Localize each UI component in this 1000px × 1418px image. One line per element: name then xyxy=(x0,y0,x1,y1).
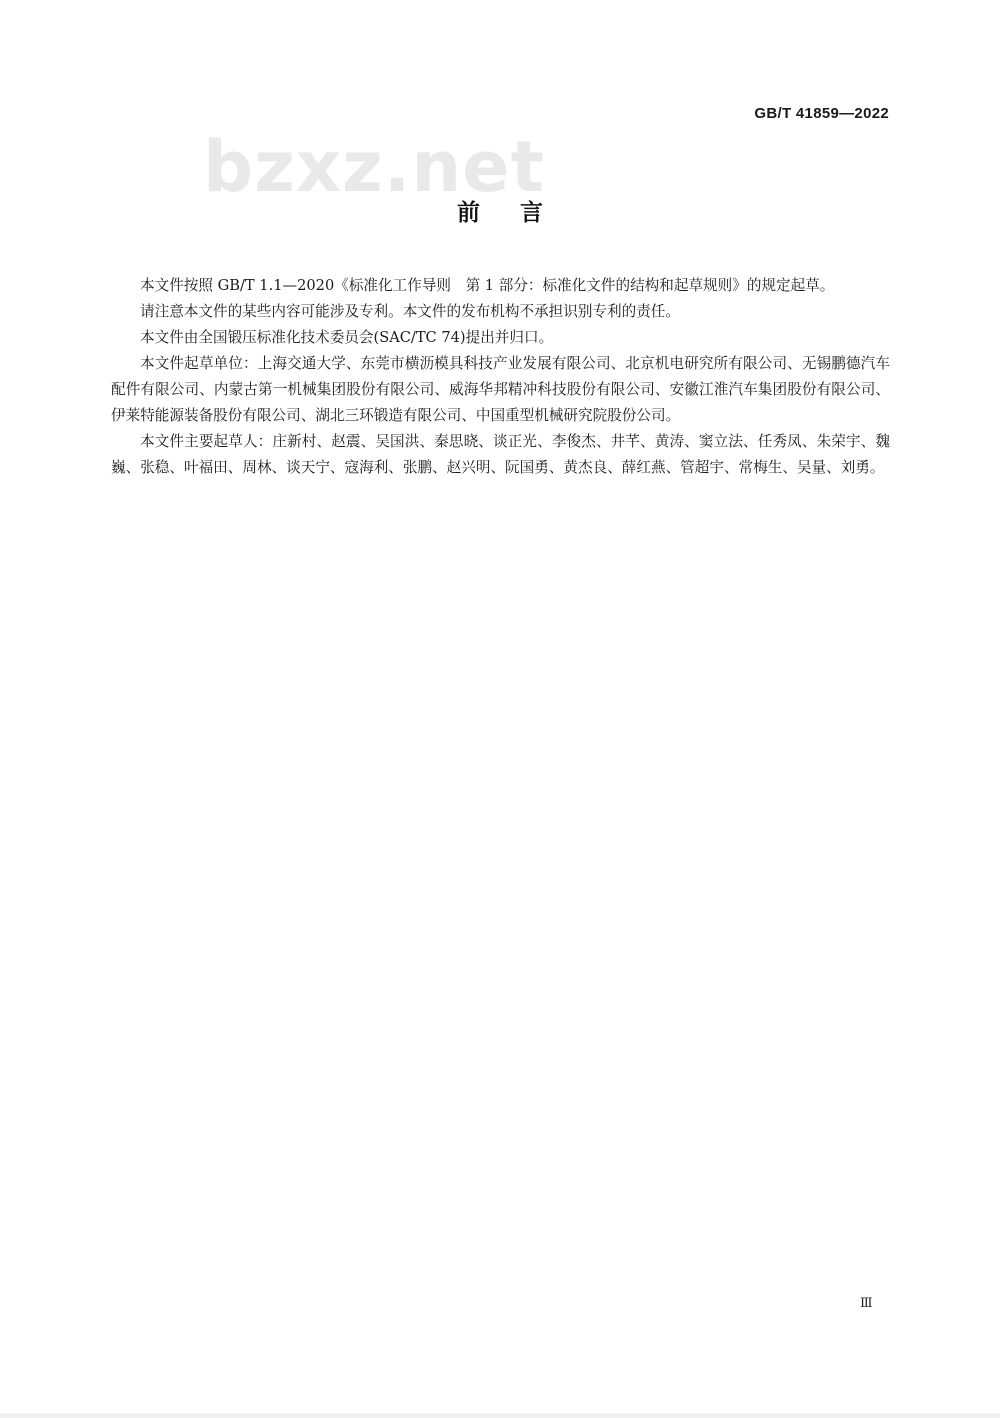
paragraph-drafters: 本文件主要起草人：庄新村、赵震、吴国洪、秦思晓、谈正光、李俊杰、井芊、黄涛、窦立法、任秀凤、朱荣宇、魏巍、张稳、叶福田、周林、谈天宁、寇海利、张鹏、赵兴明、阮国勇、黄杰良、薛红燕、管超宇、常梅生、吴量、刘勇。 xyxy=(111,433,890,476)
page-title: 前言 xyxy=(457,200,583,226)
paragraph-proposer: 本文件由全国锻压标准化技术委员会(SAC/TC 74)提出并归口。 xyxy=(140,329,554,346)
paragraph-drafting-units: 本文件起草单位：上海交通大学、东莞市横沥模具科技产业发展有限公司、北京机电研究所有限公司、无锡鹏德汽车配件有限公司、内蒙古第一机械集团股份有限公司、威海华邦精冲科技股份有限公司、安徽江淮汽车集团股份有限公司、伊莱特能源装备股份有限公司、湖北三环锻造有限公司、中国重型机械研究院股份公司。 xyxy=(111,355,890,424)
page-number: Ⅲ xyxy=(860,1296,873,1311)
preface-body xyxy=(111,273,890,481)
paragraph-patent-notice: 请注意本文件的某些内容可能涉及专利。本文件的发布机构不承担识别专利的责任。 xyxy=(140,303,680,320)
paragraph-drafting-rules: 本文件按照 GB/T 1.1—2020《标准化工作导则 第 1 部分：标准化文件的结构和起草规则》的规定起草。 xyxy=(140,277,835,294)
standard-number: GB/T 41859—2022 xyxy=(754,105,889,122)
watermark: bzxz.net xyxy=(203,126,546,208)
page-bottom-edge xyxy=(0,1413,1000,1418)
